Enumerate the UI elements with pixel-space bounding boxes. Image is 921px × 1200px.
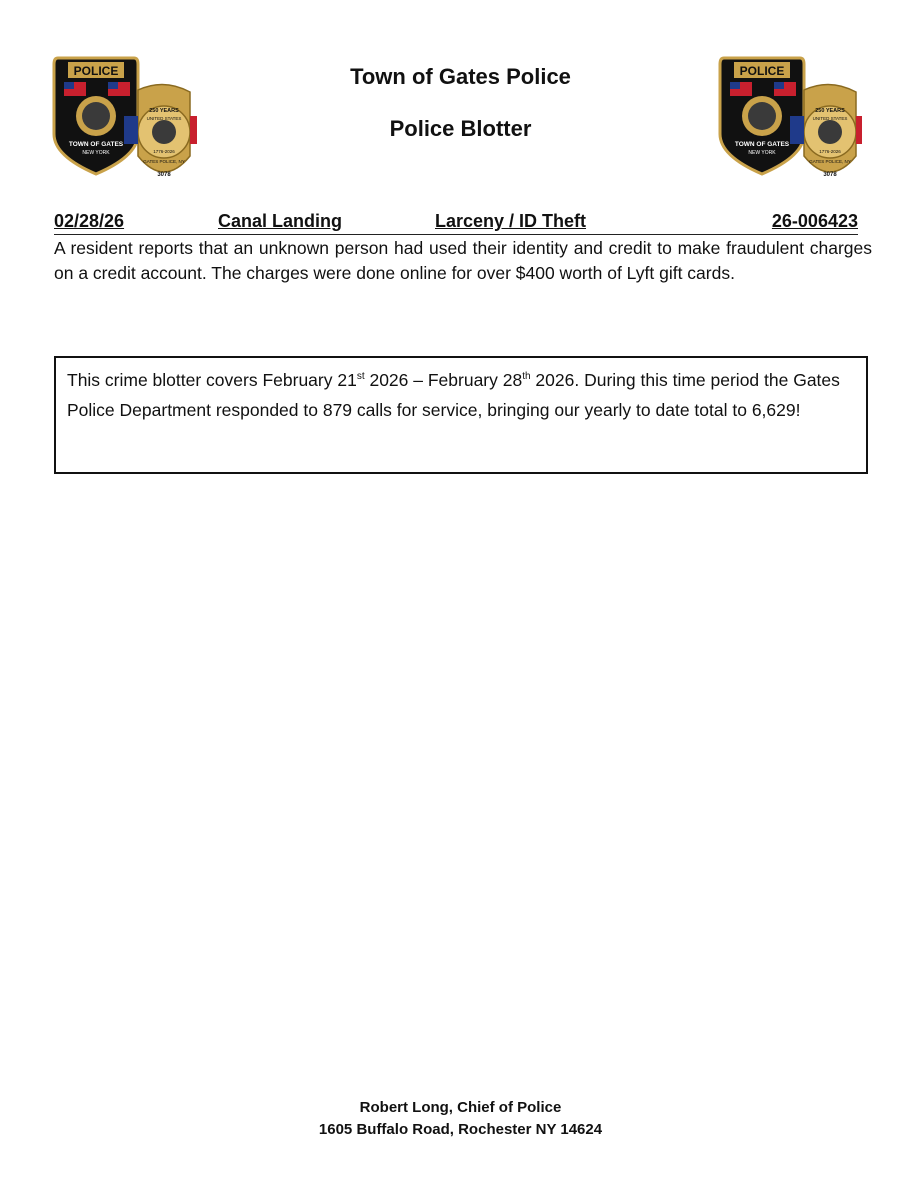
badge-text-2: UNITED STATES [812,116,848,121]
summary-end-suffix: th [522,371,531,383]
patch-top-text: POLICE [739,64,785,78]
entry-location: Canal Landing [218,211,343,231]
badge-years: 1776-2026 [819,149,841,154]
entry-case-number: 26-006423 [771,211,858,231]
entry-narrative: A resident reports that an unknown person had used their identity and credit to make fraudulent charges on a credit account. The charges were done online for over $400 worth of Lyft gift cards. [54,238,872,283]
badge-number: 3078 [157,172,171,178]
footer [0,1097,921,1141]
page-subtitle: Police Blotter [389,116,532,141]
summary-start-suffix: st [356,371,365,383]
badge-bottom: GATES POLICE, NY [143,159,185,164]
badge-number: 3078 [823,172,837,178]
patch-state-text: NEW YORK [82,150,110,156]
blotter-entry-header [54,210,858,235]
patch-top-text: POLICE [73,64,119,78]
summary-box [54,356,868,474]
summary-end: 2026. During this time period the Gates Police Department responded to 879 calls for service, bringing our yearly to date total to 6,629! [67,370,840,420]
badge-text-2: UNITED STATES [146,116,182,121]
badge-text-1: 250 YEARS [815,108,845,114]
entry-date: 02/28/26 [54,211,125,231]
page-title: Town of Gates Police [350,64,571,89]
summary-mid: 2026 – February 28 [364,370,523,390]
badge-years: 1776-2026 [153,149,175,154]
patch-bottom-text: TOWN OF GATES [734,141,790,148]
badge-text-1: 250 YEARS [149,108,179,114]
patch-state-text: NEW YORK [748,150,776,156]
badge-bottom: GATES POLICE, NY [809,159,851,164]
patch-bottom-text: TOWN OF GATES [68,141,124,148]
footer-address: 1605 Buffalo Road, Rochester NY 14624 [318,1121,603,1138]
entry-incident-type: Larceny / ID Theft [435,211,587,231]
footer-chief: Robert Long, Chief of Police [359,1099,562,1116]
summary-start: This crime blotter covers February 21 [67,370,357,390]
